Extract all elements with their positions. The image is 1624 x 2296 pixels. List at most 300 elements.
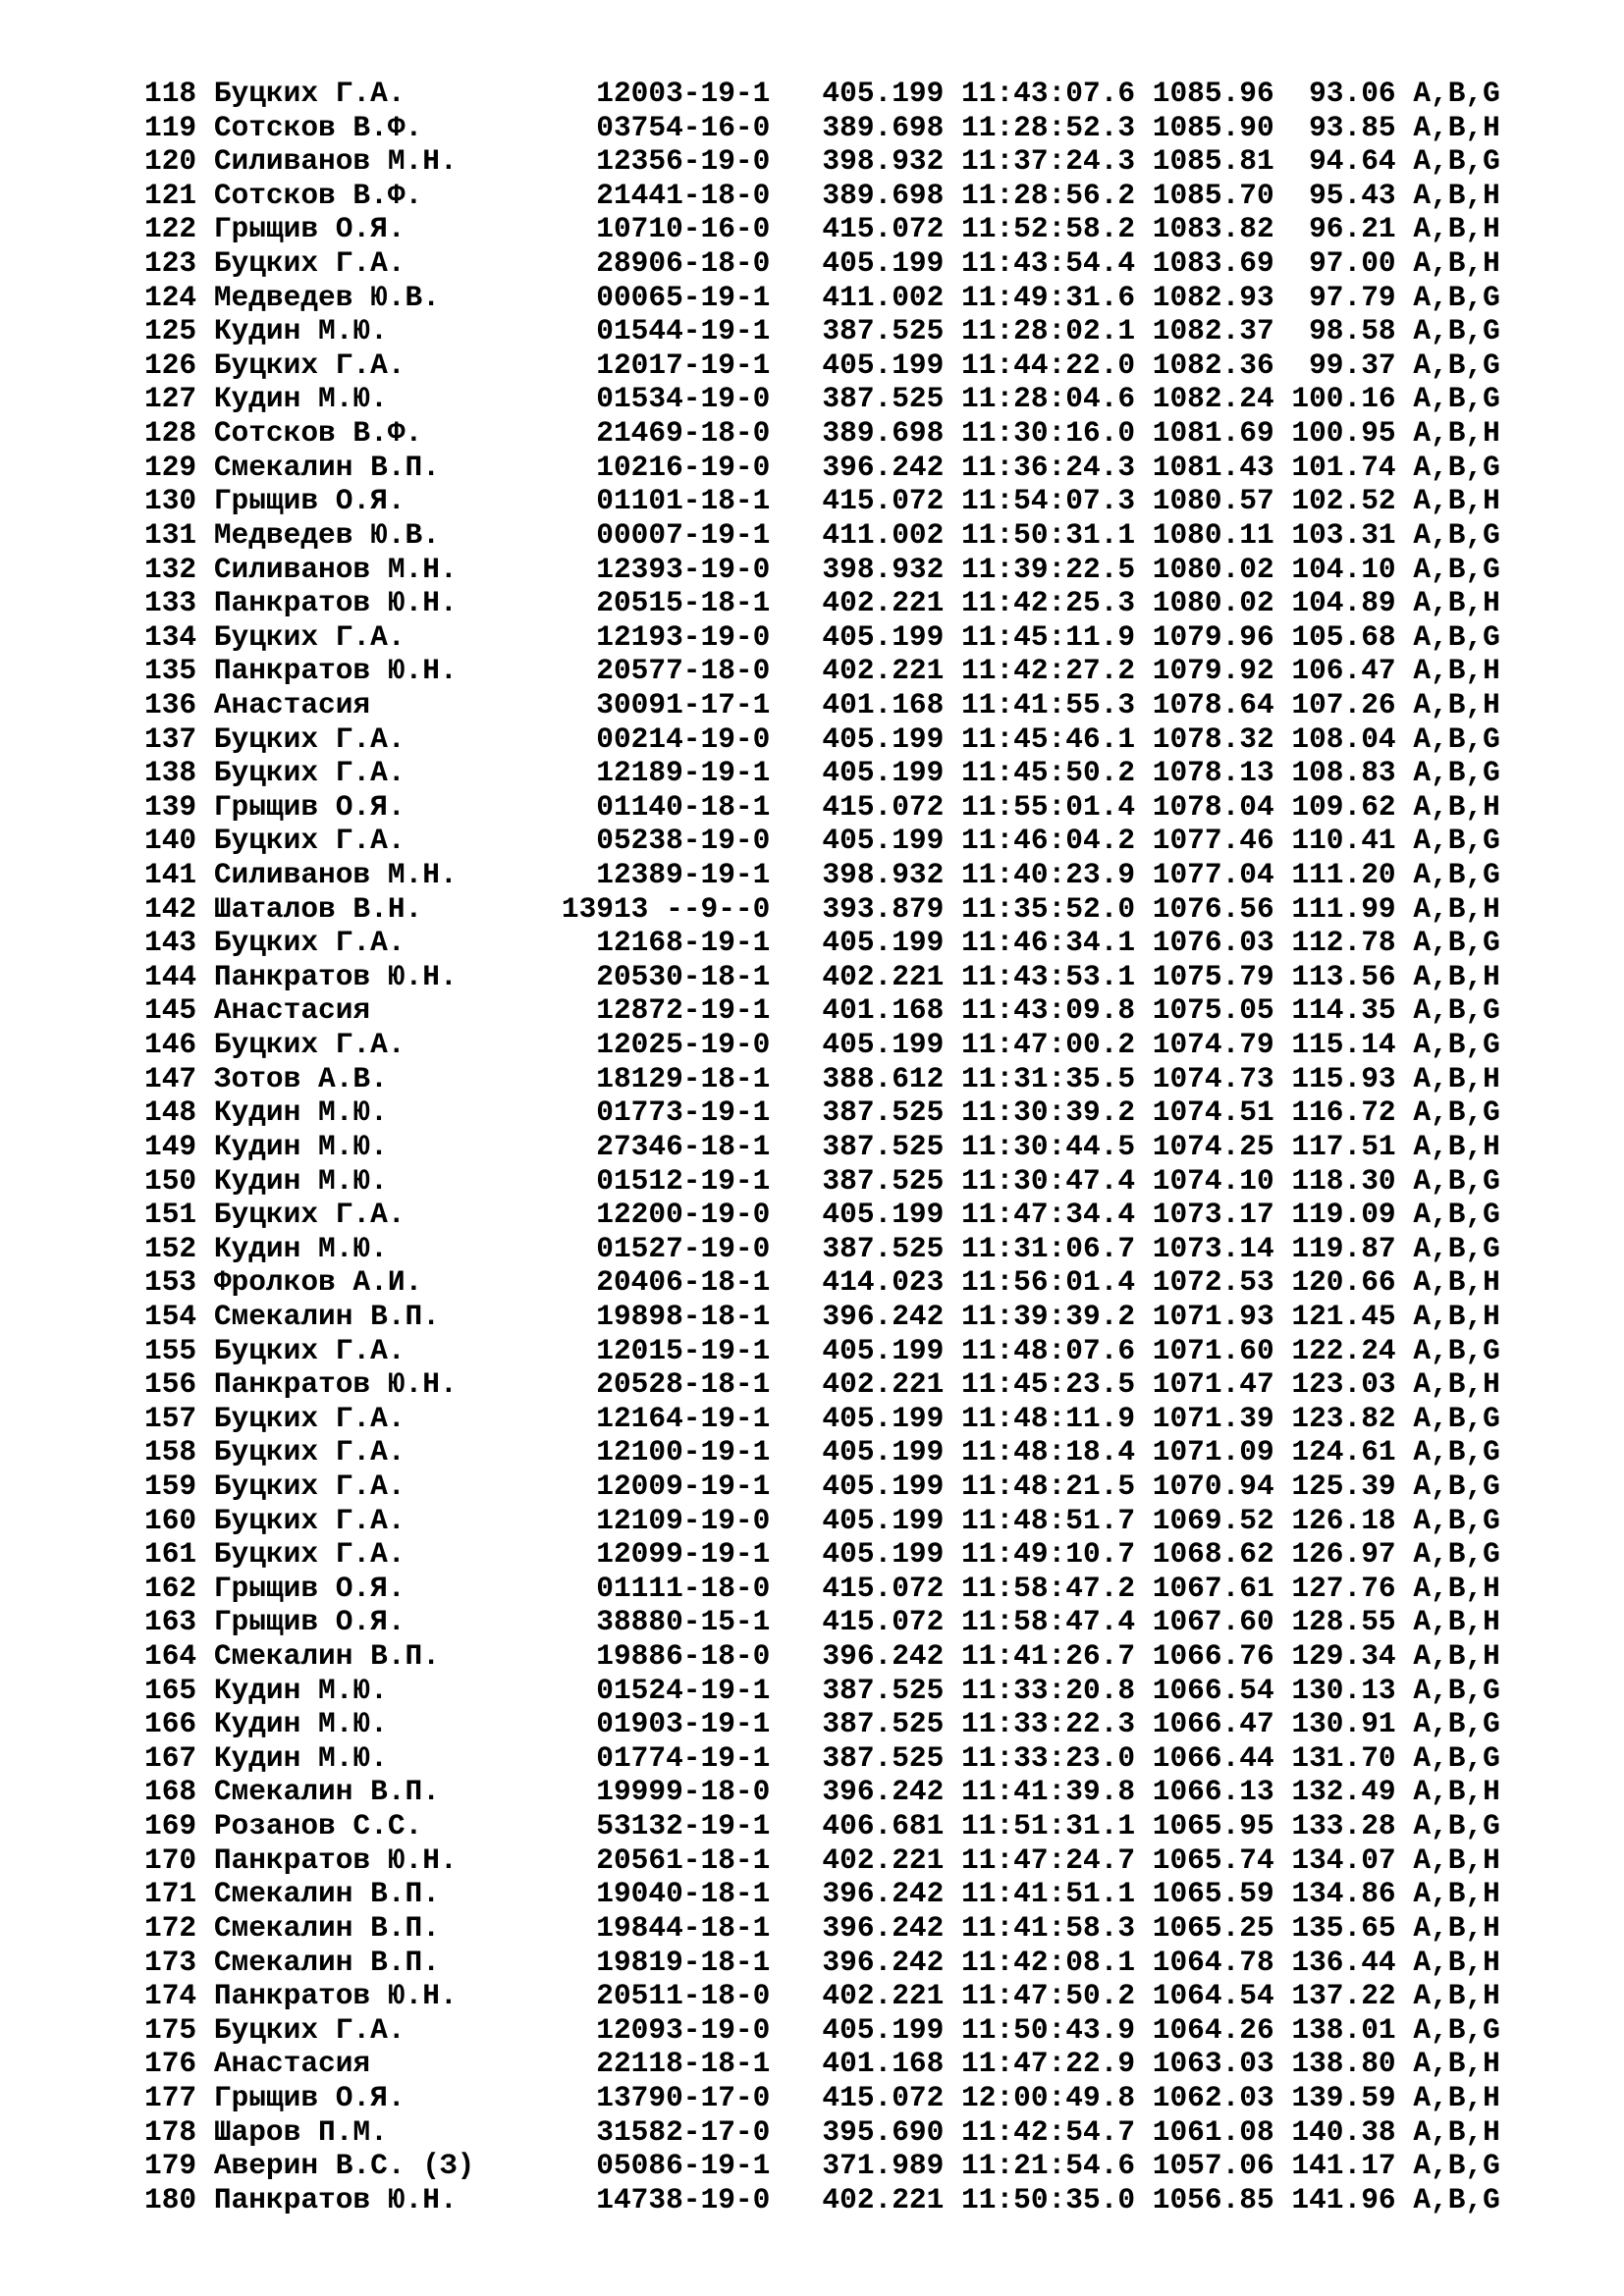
result-row (144, 654, 1500, 688)
cell-points: 106.47 (1291, 654, 1396, 688)
cell-distance: 414.023 (822, 1265, 945, 1300)
cell-points: 107.26 (1291, 687, 1396, 721)
result-row (144, 1300, 1500, 1334)
cell-speed: 1075.05 (1152, 993, 1274, 1028)
result-row (144, 1367, 1500, 1402)
cell-arrival: 11:47:22.9 (961, 2047, 1136, 2081)
result-row (144, 1572, 1500, 1606)
cell-place: 173 (144, 1945, 197, 1979)
cell-name: Грыщив О.Я. (213, 2080, 406, 2114)
result-row (144, 246, 1500, 281)
cell-arrival: 11:45:50.2 (961, 756, 1136, 790)
cell-distance: 396.242 (822, 1910, 945, 1945)
cell-place: 132 (144, 552, 197, 586)
cell-classes: A,B,G (1413, 1095, 1500, 1130)
cell-points: 129.34 (1291, 1639, 1396, 1674)
cell-speed: 1080.02 (1152, 552, 1274, 586)
cell-points: 127.76 (1291, 1571, 1396, 1605)
cell-classes: A,B,H (1413, 1571, 1500, 1605)
cell-arrival: 11:40:23.9 (961, 858, 1136, 892)
cell-ring: 01527-19-0 (596, 1231, 771, 1265)
result-row (144, 77, 1500, 111)
cell-place: 151 (144, 1198, 197, 1232)
cell-classes: A,B,G (1413, 858, 1500, 892)
cell-speed: 1068.62 (1152, 1537, 1274, 1572)
cell-speed: 1066.47 (1152, 1707, 1274, 1741)
cell-distance: 405.199 (822, 77, 945, 110)
cell-distance: 411.002 (822, 280, 945, 314)
cell-place: 135 (144, 654, 197, 688)
cell-place: 175 (144, 2012, 197, 2047)
cell-points: 137.22 (1291, 1979, 1396, 2013)
result-row (144, 1639, 1500, 1674)
cell-distance: 398.932 (822, 144, 945, 179)
cell-arrival: 11:28:52.3 (961, 110, 1136, 144)
cell-ring: 20511-18-0 (596, 1979, 771, 2013)
cell-speed: 1080.57 (1152, 484, 1274, 518)
cell-distance: 396.242 (822, 1775, 945, 1809)
cell-speed: 1056.85 (1152, 2182, 1274, 2216)
cell-points: 95.43 (1309, 178, 1396, 212)
cell-points: 112.78 (1291, 926, 1396, 960)
result-row (144, 2115, 1500, 2150)
cell-classes: A,B,G (1413, 619, 1500, 654)
cell-distance: 393.879 (822, 891, 945, 926)
result-row (144, 2013, 1500, 2048)
cell-distance: 389.698 (822, 416, 945, 451)
result-row (144, 926, 1500, 960)
cell-speed: 1066.54 (1152, 1673, 1274, 1707)
cell-speed: 1077.46 (1152, 824, 1274, 858)
cell-points: 141.96 (1291, 2182, 1396, 2216)
cell-place: 179 (144, 2149, 197, 2183)
cell-arrival: 12:00:49.8 (961, 2080, 1136, 2114)
cell-name: Силиванов М.Н. (213, 552, 458, 586)
cell-distance: 415.072 (822, 1571, 945, 1605)
cell-arrival: 11:55:01.4 (961, 789, 1136, 824)
cell-name: Грыщив О.Я. (213, 1571, 406, 1605)
cell-classes: A,B,H (1413, 1605, 1500, 1639)
cell-ring: 19844-18-1 (596, 1910, 771, 1945)
cell-arrival: 11:42:25.3 (961, 586, 1136, 620)
cell-classes: A,B,G (1413, 1198, 1500, 1232)
cell-arrival: 11:30:16.0 (961, 416, 1136, 451)
cell-classes: A,B,G (1413, 1231, 1500, 1265)
cell-arrival: 11:47:24.7 (961, 1842, 1136, 1877)
result-row (144, 790, 1500, 825)
cell-distance: 387.525 (822, 1707, 945, 1741)
cell-classes: A,B,H (1413, 1129, 1500, 1163)
cell-ring: 12003-19-1 (596, 77, 771, 110)
cell-speed: 1071.39 (1152, 1401, 1274, 1435)
cell-speed: 1078.64 (1152, 687, 1274, 721)
result-row (144, 1334, 1500, 1368)
result-row (144, 688, 1500, 722)
cell-place: 137 (144, 721, 197, 756)
cell-arrival: 11:45:11.9 (961, 619, 1136, 654)
cell-name: Буцких Г.А. (213, 347, 406, 382)
cell-ring: 53132-19-1 (596, 1809, 771, 1843)
cell-ring: 12193-19-0 (596, 619, 771, 654)
cell-distance: 402.221 (822, 1979, 945, 2013)
cell-place: 170 (144, 1842, 197, 1877)
cell-distance: 405.199 (822, 1198, 945, 1232)
cell-ring: 12164-19-1 (596, 1401, 771, 1435)
cell-name: Медведев Ю.В. (213, 280, 440, 314)
cell-distance: 402.221 (822, 959, 945, 993)
cell-name: Розанов С.С. (213, 1809, 423, 1843)
cell-ring: 12109-19-0 (596, 1503, 771, 1537)
cell-points: 122.24 (1291, 1333, 1396, 1367)
cell-classes: A,B,H (1413, 586, 1500, 620)
cell-ring: 21469-18-0 (596, 416, 771, 451)
cell-distance: 396.242 (822, 1945, 945, 1979)
cell-distance: 389.698 (822, 178, 945, 212)
cell-name: Буцких Г.А. (213, 824, 406, 858)
cell-classes: A,B,G (1413, 926, 1500, 960)
cell-ring: 19898-18-1 (596, 1299, 771, 1333)
cell-points: 128.55 (1291, 1605, 1396, 1639)
cell-name: Буцких Г.А. (213, 756, 406, 790)
result-row (144, 1402, 1500, 1436)
cell-distance: 396.242 (822, 1299, 945, 1333)
result-row (144, 144, 1500, 179)
cell-ring: 05238-19-0 (596, 824, 771, 858)
result-row (144, 1911, 1500, 1946)
cell-name: Буцких Г.А. (213, 77, 406, 110)
cell-name: Смекалин В.П. (213, 1945, 440, 1979)
cell-ring: 12099-19-1 (596, 1537, 771, 1572)
cell-speed: 1082.37 (1152, 314, 1274, 348)
cell-ring: 12009-19-1 (596, 1468, 771, 1503)
cell-place: 163 (144, 1605, 197, 1639)
cell-speed: 1078.04 (1152, 789, 1274, 824)
cell-ring: 01903-19-1 (596, 1707, 771, 1741)
cell-distance: 405.199 (822, 1503, 945, 1537)
cell-name: Кудин М.Ю. (213, 1707, 388, 1741)
cell-speed: 1066.76 (1152, 1639, 1274, 1674)
cell-ring: 19040-18-1 (596, 1877, 771, 1911)
cell-classes: A,B,G (1413, 1673, 1500, 1707)
cell-arrival: 11:47:50.2 (961, 1979, 1136, 2013)
cell-arrival: 11:48:51.7 (961, 1503, 1136, 1537)
cell-distance: 387.525 (822, 1740, 945, 1775)
cell-name: Панкратов Ю.Н. (213, 959, 458, 993)
cell-place: 136 (144, 687, 197, 721)
cell-points: 110.41 (1291, 824, 1396, 858)
cell-classes: A,B,H (1413, 789, 1500, 824)
cell-points: 132.49 (1291, 1775, 1396, 1809)
cell-classes: A,B,G (1413, 1537, 1500, 1572)
cell-place: 127 (144, 382, 197, 416)
cell-distance: 405.199 (822, 1401, 945, 1435)
cell-speed: 1071.93 (1152, 1299, 1274, 1333)
cell-arrival: 11:52:58.2 (961, 212, 1136, 246)
cell-arrival: 11:43:53.1 (961, 959, 1136, 993)
result-row (144, 722, 1500, 757)
cell-ring: 01512-19-1 (596, 1163, 771, 1198)
cell-arrival: 11:30:39.2 (961, 1095, 1136, 1130)
cell-place: 166 (144, 1707, 197, 1741)
result-row (144, 1095, 1500, 1130)
cell-distance: 387.525 (822, 1673, 945, 1707)
cell-points: 138.01 (1291, 2012, 1396, 2047)
cell-points: 134.86 (1291, 1877, 1396, 1911)
cell-name: Панкратов Ю.Н. (213, 1979, 458, 2013)
cell-arrival: 11:43:09.8 (961, 993, 1136, 1028)
cell-place: 118 (144, 77, 197, 110)
cell-distance: 387.525 (822, 1129, 945, 1163)
cell-speed: 1085.81 (1152, 144, 1274, 179)
cell-speed: 1067.60 (1152, 1605, 1274, 1639)
cell-points: 140.38 (1291, 2114, 1396, 2149)
cell-arrival: 11:33:23.0 (961, 1740, 1136, 1775)
cell-classes: A,B,G (1413, 993, 1500, 1028)
cell-distance: 387.525 (822, 382, 945, 416)
cell-place: 160 (144, 1503, 197, 1537)
cell-ring: 12025-19-0 (596, 1028, 771, 1062)
cell-speed: 1065.25 (1152, 1910, 1274, 1945)
cell-name: Грыщив О.Я. (213, 1605, 406, 1639)
result-row (144, 179, 1500, 213)
cell-speed: 1081.69 (1152, 416, 1274, 451)
cell-name: Шаров П.М. (213, 2114, 388, 2149)
cell-points: 123.03 (1291, 1367, 1396, 1402)
cell-classes: A,B,G (1413, 2182, 1500, 2216)
cell-distance: 396.242 (822, 1877, 945, 1911)
cell-points: 94.64 (1309, 144, 1396, 179)
cell-name: Сотсков В.Ф. (213, 416, 423, 451)
cell-place: 119 (144, 110, 197, 144)
result-row (144, 1537, 1500, 1572)
cell-points: 126.18 (1291, 1503, 1396, 1537)
cell-name: Буцких Г.А. (213, 2012, 406, 2047)
result-row (144, 1130, 1500, 1164)
cell-name: Смекалин В.П. (213, 1910, 440, 1945)
cell-distance: 415.072 (822, 212, 945, 246)
cell-points: 136.44 (1291, 1945, 1396, 1979)
cell-speed: 1065.95 (1152, 1809, 1274, 1843)
cell-ring: 12872-19-1 (596, 993, 771, 1028)
cell-points: 126.97 (1291, 1537, 1396, 1572)
cell-points: 116.72 (1291, 1095, 1396, 1130)
cell-distance: 405.199 (822, 1468, 945, 1503)
cell-classes: A,B,H (1413, 654, 1500, 688)
cell-ring: 01101-18-1 (596, 484, 771, 518)
cell-place: 154 (144, 1299, 197, 1333)
cell-classes: A,B,H (1413, 687, 1500, 721)
cell-points: 99.37 (1309, 347, 1396, 382)
cell-place: 142 (144, 891, 197, 926)
cell-ring: 22118-18-1 (596, 2047, 771, 2081)
cell-ring: 12356-19-0 (596, 144, 771, 179)
cell-classes: A,B,G (1413, 314, 1500, 348)
cell-classes: A,B,H (1413, 1910, 1500, 1945)
cell-place: 153 (144, 1265, 197, 1300)
cell-classes: A,B,H (1413, 484, 1500, 518)
cell-classes: A,B,H (1413, 1979, 1500, 2013)
cell-place: 134 (144, 619, 197, 654)
result-row (144, 348, 1500, 383)
cell-classes: A,B,H (1413, 1775, 1500, 1809)
cell-points: 115.93 (1291, 1061, 1396, 1095)
cell-points: 120.66 (1291, 1265, 1396, 1300)
cell-classes: A,B,G (1413, 552, 1500, 586)
cell-ring: 10710-16-0 (596, 212, 771, 246)
cell-arrival: 11:39:22.5 (961, 552, 1136, 586)
cell-place: 159 (144, 1468, 197, 1503)
result-row (144, 2047, 1500, 2081)
cell-ring: 21441-18-0 (596, 178, 771, 212)
cell-points: 104.89 (1291, 586, 1396, 620)
cell-name: Буцких Г.А. (213, 926, 406, 960)
cell-name: Кудин М.Ю. (213, 1231, 388, 1265)
cell-speed: 1079.92 (1152, 654, 1274, 688)
cell-speed: 1074.73 (1152, 1061, 1274, 1095)
result-row (144, 993, 1500, 1028)
cell-name: Шаталов В.Н. (213, 891, 423, 926)
cell-speed: 1069.52 (1152, 1503, 1274, 1537)
cell-distance: 389.698 (822, 110, 945, 144)
cell-speed: 1074.51 (1152, 1095, 1274, 1130)
cell-distance: 411.002 (822, 517, 945, 552)
cell-name: Смекалин В.П. (213, 1877, 440, 1911)
cell-classes: A,B,H (1413, 2114, 1500, 2149)
cell-speed: 1062.03 (1152, 2080, 1274, 2114)
cell-distance: 396.242 (822, 450, 945, 484)
result-row (144, 1979, 1500, 2013)
cell-arrival: 11:28:56.2 (961, 178, 1136, 212)
cell-ring: 01544-19-1 (596, 314, 771, 348)
cell-distance: 402.221 (822, 1367, 945, 1402)
cell-arrival: 11:42:27.2 (961, 654, 1136, 688)
result-row (144, 1435, 1500, 1469)
cell-distance: 387.525 (822, 1231, 945, 1265)
cell-classes: A,B,H (1413, 2080, 1500, 2114)
cell-ring: 00214-19-0 (596, 721, 771, 756)
cell-name: Анастасия (213, 687, 371, 721)
cell-points: 118.30 (1291, 1163, 1396, 1198)
cell-ring: 01140-18-1 (596, 789, 771, 824)
cell-speed: 1085.96 (1152, 77, 1274, 110)
cell-classes: A,B,G (1413, 1740, 1500, 1775)
cell-ring: 01773-19-1 (596, 1095, 771, 1130)
cell-arrival: 11:31:35.5 (961, 1061, 1136, 1095)
cell-speed: 1063.03 (1152, 2047, 1274, 2081)
cell-points: 123.82 (1291, 1401, 1396, 1435)
cell-place: 150 (144, 1163, 197, 1198)
cell-distance: 387.525 (822, 1095, 945, 1130)
cell-classes: A,B,G (1413, 824, 1500, 858)
cell-distance: 398.932 (822, 552, 945, 586)
cell-speed: 1073.14 (1152, 1231, 1274, 1265)
cell-distance: 387.525 (822, 314, 945, 348)
cell-place: 126 (144, 347, 197, 382)
cell-name: Грыщив О.Я. (213, 789, 406, 824)
cell-name: Анастасия (213, 2047, 371, 2081)
result-row (144, 553, 1500, 587)
cell-name: Буцких Г.А. (213, 1198, 406, 1232)
cell-speed: 1071.47 (1152, 1367, 1274, 1402)
cell-distance: 396.242 (822, 1639, 945, 1674)
cell-distance: 405.199 (822, 824, 945, 858)
result-row (144, 111, 1500, 145)
cell-ring: 20406-18-1 (596, 1265, 771, 1300)
cell-ring: 27346-18-1 (596, 1129, 771, 1163)
cell-speed: 1080.02 (1152, 586, 1274, 620)
cell-name: Буцких Г.А. (213, 1537, 406, 1572)
result-row (144, 1164, 1500, 1199)
cell-place: 155 (144, 1333, 197, 1367)
cell-distance: 415.072 (822, 2080, 945, 2114)
cell-classes: A,B,H (1413, 1061, 1500, 1095)
cell-classes: A,B,G (1413, 1707, 1500, 1741)
cell-classes: A,B,G (1413, 756, 1500, 790)
cell-arrival: 11:47:00.2 (961, 1028, 1136, 1062)
cell-ring: 31582-17-0 (596, 2114, 771, 2149)
cell-arrival: 11:48:07.6 (961, 1333, 1136, 1367)
cell-name: Панкратов Ю.Н. (213, 1367, 458, 1402)
cell-points: 117.51 (1291, 1129, 1396, 1163)
cell-speed: 1082.36 (1152, 347, 1274, 382)
cell-points: 109.62 (1291, 789, 1396, 824)
cell-classes: A,B,H (1413, 1299, 1500, 1333)
cell-ring: 12015-19-1 (596, 1333, 771, 1367)
cell-name: Буцких Г.А. (213, 1468, 406, 1503)
cell-name: Кудин М.Ю. (213, 1740, 388, 1775)
result-row (144, 382, 1500, 416)
cell-classes: A,B,G (1413, 450, 1500, 484)
cell-name: Буцких Г.А. (213, 1333, 406, 1367)
cell-classes: A,B,H (1413, 891, 1500, 926)
cell-place: 131 (144, 517, 197, 552)
cell-speed: 1067.61 (1152, 1571, 1274, 1605)
result-row (144, 1469, 1500, 1504)
cell-distance: 405.199 (822, 1333, 945, 1367)
cell-ring: 12168-19-1 (596, 926, 771, 960)
cell-points: 96.21 (1309, 212, 1396, 246)
cell-ring: 10216-19-0 (596, 450, 771, 484)
cell-points: 100.95 (1291, 416, 1396, 451)
cell-place: 121 (144, 178, 197, 212)
cell-name: Смекалин В.П. (213, 1775, 440, 1809)
cell-name: Панкратов Ю.Н. (213, 1842, 458, 1877)
cell-ring: 14738-19-0 (596, 2182, 771, 2216)
cell-classes: A,B,H (1413, 1842, 1500, 1877)
cell-points: 139.59 (1291, 2080, 1396, 2114)
result-row (144, 1674, 1500, 1708)
result-row (144, 1741, 1500, 1776)
cell-points: 134.07 (1291, 1842, 1396, 1877)
cell-points: 93.06 (1309, 77, 1396, 110)
cell-classes: A,B,H (1413, 1877, 1500, 1911)
cell-ring: 13913 --9--0 (561, 891, 771, 926)
cell-name: Кудин М.Ю. (213, 314, 388, 348)
cell-name: Аверин В.С. (З) (213, 2149, 475, 2183)
cell-speed: 1075.79 (1152, 959, 1274, 993)
cell-distance: 398.932 (822, 858, 945, 892)
cell-classes: A,B,H (1413, 959, 1500, 993)
cell-name: Анастасия (213, 993, 371, 1028)
cell-name: Кудин М.Ю. (213, 382, 388, 416)
cell-distance: 401.168 (822, 2047, 945, 2081)
cell-ring: 19886-18-0 (596, 1639, 771, 1674)
cell-arrival: 11:50:31.1 (961, 517, 1136, 552)
cell-arrival: 11:35:52.0 (961, 891, 1136, 926)
cell-ring: 30091-17-1 (596, 687, 771, 721)
cell-ring: 12017-19-1 (596, 347, 771, 382)
cell-place: 178 (144, 2114, 197, 2149)
